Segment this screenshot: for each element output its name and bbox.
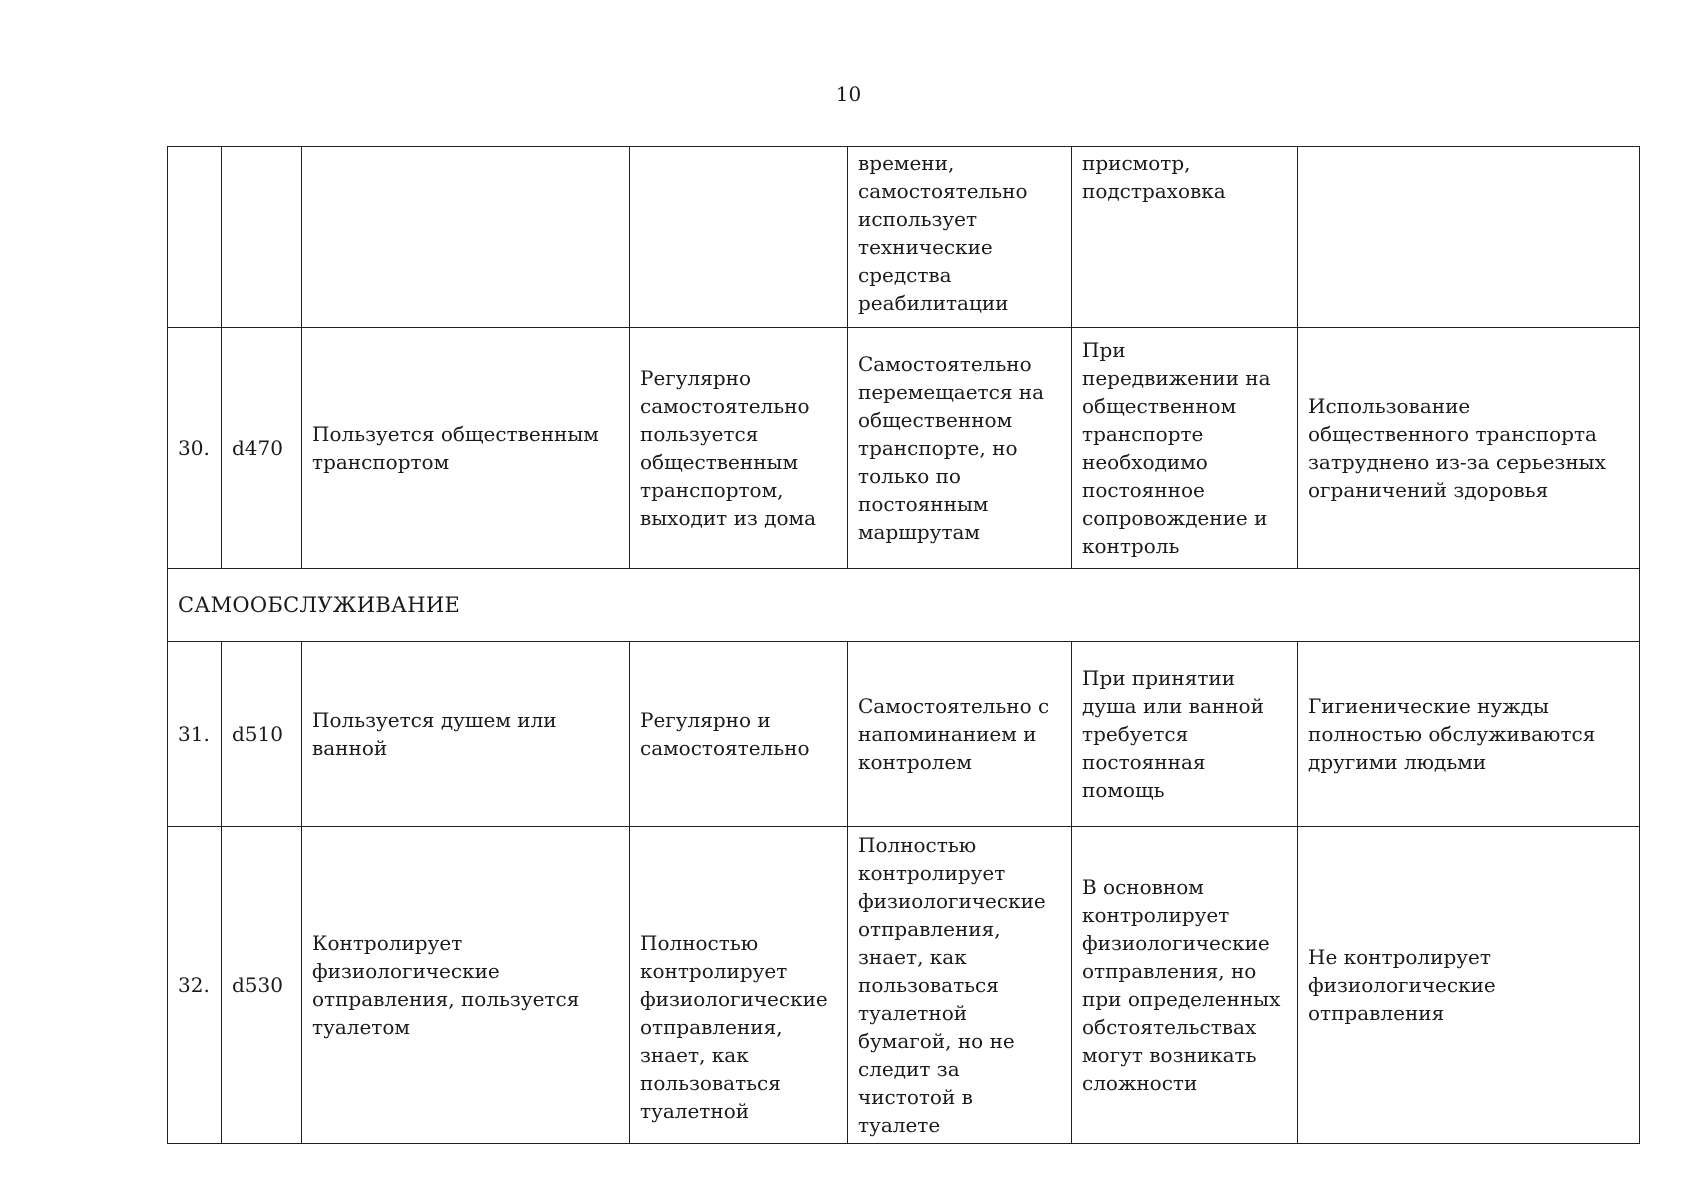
level3-cell: При принятии душа или ванной требуется постоянная помощь [1072, 642, 1298, 827]
row-number-cell [168, 147, 222, 328]
level2-cell: Полностью контролирует физиологические отправления, знает, как пользоваться туалетной бумагой, но не следит за чистотой в туалете [848, 827, 1072, 1144]
level4-cell: Использование общественного транспорта затруднено из-за серьезных ограничений здоровья [1298, 328, 1640, 569]
page-number: 10 [835, 82, 862, 106]
level1-cell [630, 147, 848, 328]
level2-cell: Самостоятельно перемещается на общественном транспорте, но только по постоянным маршрутам [848, 328, 1072, 569]
level3-cell: При передвижении на общественном транспорте необходимо постоянное сопровождение и контроль [1072, 328, 1298, 569]
table-row [168, 147, 1640, 328]
section-header-row [168, 569, 1640, 642]
level3-cell: присмотр, подстраховка [1072, 147, 1298, 328]
level1-cell: Регулярно самостоятельно пользуется общественным транспортом, выходит из дома [630, 328, 848, 569]
row-code-cell: d510 [222, 642, 302, 827]
level2-cell: Самостоятельно с напоминанием и контролем [848, 642, 1072, 827]
row-code-cell: d470 [222, 328, 302, 569]
row-name-cell: Контролирует физиологические отправления, пользуется туалетом [302, 827, 630, 1144]
level4-cell [1298, 147, 1640, 328]
row-code-cell: d530 [222, 827, 302, 1144]
level4-cell: Не контролирует физиологические отправления [1298, 827, 1640, 1144]
table-row [168, 827, 1640, 1144]
level3-cell: В основном контролирует физиологические отправления, но при определенных обстоятельствах могут возникать сложности [1072, 827, 1298, 1144]
level1-cell: Полностью контролирует физиологические отправления, знает, как пользоваться туалетной [630, 827, 848, 1144]
section-title: САМООБСЛУЖИВАНИЕ [168, 569, 1640, 642]
row-name-cell: Пользуется душем или ванной [302, 642, 630, 827]
assessment-table [167, 146, 1640, 1144]
row-number-cell: 30. [168, 328, 222, 569]
level4-cell: Гигиенические нужды полностью обслуживаются другими людьми [1298, 642, 1640, 827]
row-code-cell [222, 147, 302, 328]
row-name-cell: Пользуется общественным транспортом [302, 328, 630, 569]
row-number-cell: 31. [168, 642, 222, 827]
table-row [168, 642, 1640, 827]
table-row [168, 328, 1640, 569]
row-number-cell: 32. [168, 827, 222, 1144]
level2-cell: времени, самостоятельно использует технические средства реабилитации [848, 147, 1072, 328]
row-name-cell [302, 147, 630, 328]
level1-cell: Регулярно и самостоятельно [630, 642, 848, 827]
